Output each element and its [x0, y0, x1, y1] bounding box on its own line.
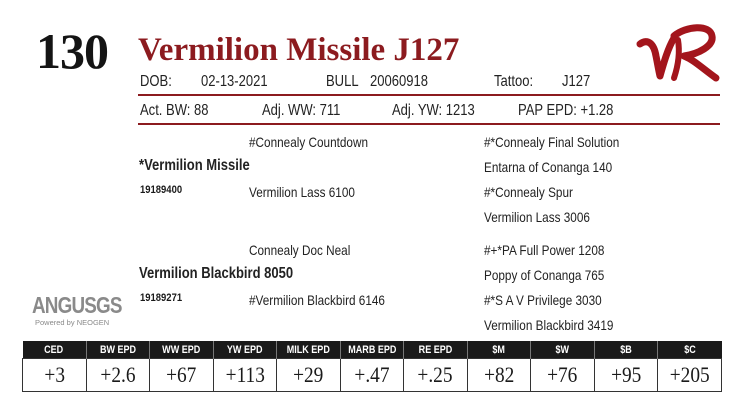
- epd-header-yw: YW EPD: [213, 341, 277, 359]
- epd-header-ced: CED: [23, 341, 87, 359]
- epd-value-row: [23, 359, 722, 392]
- epd-header-w-index: $W: [531, 341, 595, 359]
- epd-value-re: +.25: [404, 359, 468, 392]
- pedigree-sdd: Vermilion Lass 3006: [484, 209, 590, 225]
- divider-top: [138, 94, 720, 96]
- pedigree-ddd: Vermilion Blackbird 3419: [484, 317, 614, 333]
- epd-table: [22, 341, 722, 392]
- epd-header-re: RE EPD: [404, 341, 468, 359]
- angus-logo-text: ANGUSGS: [32, 292, 122, 318]
- animal-name: Vermilion Missile J127: [138, 32, 460, 68]
- tattoo-value: J127: [562, 73, 591, 90]
- epd-header-ww: WW EPD: [150, 341, 214, 359]
- pedigree-sire-sire: #Connealy Countdown: [249, 134, 368, 150]
- dob-value: 02-13-2021: [201, 73, 268, 90]
- epd-header-milk: MILK EPD: [277, 341, 341, 359]
- epd-value-ww: +67: [150, 359, 214, 392]
- pedigree-sss: #*Connealy Final Solution: [484, 134, 620, 150]
- epd-value-milk: +29: [277, 359, 341, 392]
- powered-by-neogen: Powered by NEOGEN: [35, 318, 110, 327]
- actual-birth-weight: Act. BW: 88: [140, 102, 209, 119]
- epd-value-ced: +3: [23, 359, 87, 392]
- sex-label: BULL: [326, 73, 359, 90]
- pedigree-dam: Vermilion Blackbird 8050: [139, 265, 294, 282]
- pedigree-sire-dam: Vermilion Lass 6100: [249, 184, 355, 200]
- pedigree-dsd: Poppy of Conanga 765: [484, 267, 605, 283]
- pedigree-ssd: Entarna of Conanga 140: [484, 159, 613, 175]
- pedigree-dam-dam: #Vermilion Blackbird 6146: [249, 292, 385, 308]
- epd-header-m-index: $M: [467, 341, 531, 359]
- adjusted-yearling-weight: Adj. YW: 1213: [392, 102, 475, 119]
- epd-header-marb: MARB EPD: [340, 341, 404, 359]
- epd-header-c-index: $C: [658, 341, 722, 359]
- pedigree-dam-registration: 19189271: [140, 292, 183, 304]
- epd-value-c-index: +205: [658, 359, 722, 392]
- epd-header-bw: BW EPD: [86, 341, 150, 359]
- pedigree-dss: #+*PA Full Power 1208: [484, 242, 605, 258]
- epd-value-marb: +.47: [340, 359, 404, 392]
- dob-label: DOB:: [140, 73, 172, 90]
- epd-value-bw: +2.6: [86, 359, 150, 392]
- divider-bottom: [138, 123, 720, 125]
- pedigree-dds: #*S A V Privilege 3030: [484, 292, 602, 308]
- adjusted-weaning-weight: Adj. WW: 711: [262, 102, 341, 119]
- epd-value-b-index: +95: [594, 359, 658, 392]
- pedigree-sire: *Vermilion Missile: [139, 157, 250, 174]
- pedigree-dam-sire: Connealy Doc Neal: [249, 242, 351, 258]
- vr-brand-logo-icon: [634, 22, 724, 84]
- pedigree-sire-registration: 19189400: [140, 184, 183, 196]
- tattoo-label: Tattoo:: [494, 73, 534, 90]
- lot-number: 130: [36, 23, 108, 79]
- epd-header-row: [23, 341, 722, 359]
- epd-value-yw: +113: [213, 359, 277, 392]
- epd-value-w-index: +76: [531, 359, 595, 392]
- pap-epd: PAP EPD: +1.28: [518, 102, 614, 119]
- registration-number: 20060918: [370, 73, 428, 90]
- epd-value-m-index: +82: [467, 359, 531, 392]
- angus-gs-logo: [32, 292, 141, 327]
- epd-header-b-index: $B: [594, 341, 658, 359]
- pedigree-sds: #*Connealy Spur: [484, 184, 573, 200]
